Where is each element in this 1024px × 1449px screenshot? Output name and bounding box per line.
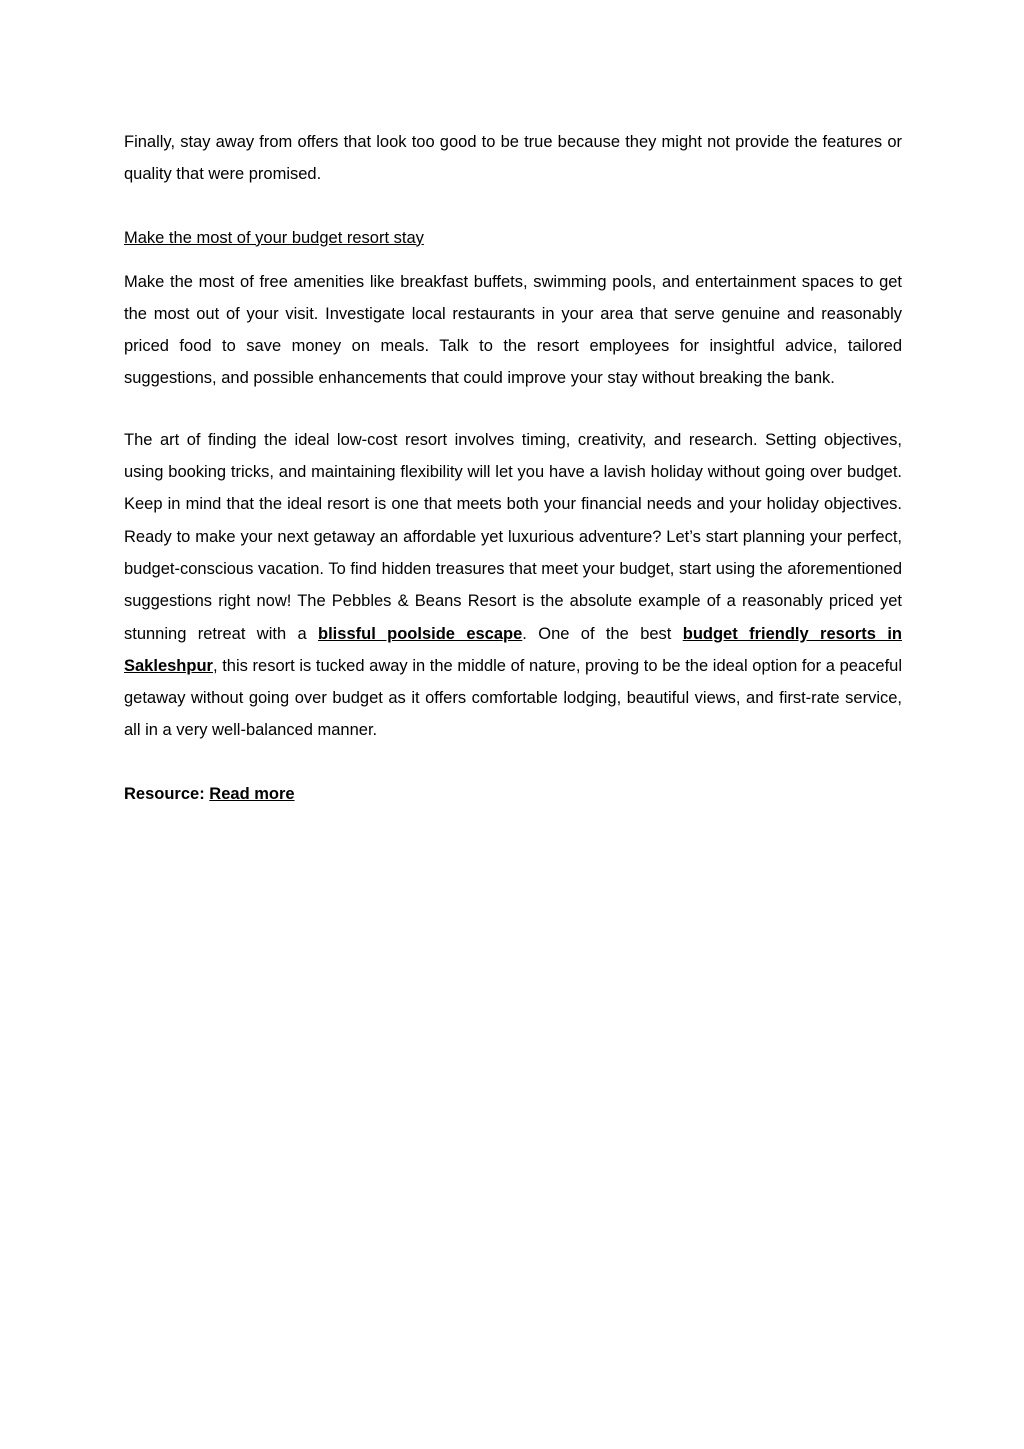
resource-label: Resource: [124,784,205,803]
conclusion-text-2: . One of the best [522,624,683,643]
section-heading: Make the most of your budget resort stay [124,228,424,247]
amenities-paragraph: Make the most of free amenities like breakfast buffets, swimming pools, and entertainment spaces to get the most out of your visit. Investigate local restaurants in your area that serve genuine and reasonably priced food to save money on meals. Talk to the resort employees for insightful advice, tailored suggestions, and possible enhancements that could improve your stay without breaking the bank. [124,272,902,388]
document-page [124,126,902,810]
conclusion-paragraph [124,424,902,747]
conclusion-text-3: , this resort is tucked away in the middle of nature, proving to be the ideal option for a peaceful getaway without going over budget as it offers comfortable lodging, beautiful views, and first-rate service, all in a very well-balanced manner. [124,656,902,740]
intro-paragraph: Finally, stay away from offers that look too good to be true because they might not provide the features or quality that were promised. [124,133,902,184]
blissful-poolside-escape-link[interactable]: blissful poolside escape [318,624,523,643]
read-more-link[interactable]: Read more [209,784,295,803]
budget-resorts-sakleshpur-link[interactable]: budget friendly resorts in Sakleshpur [124,624,902,675]
conclusion-text-1: The art of finding the ideal low-cost resort involves timing, creativity, and research. Setting objectives, using booking tricks, and maintaining flexibility will let you have a lavish holiday without going over budget. Keep in mind that the ideal resort is one that meets both your financial needs and your holiday objectives. Ready to make your next getaway an affordable yet luxurious adventure? Let’s start planning your perfect, budget-conscious vacation. To find hidden treasures that meet your budget, start using the aforementioned suggestions right now! The Pebbles & Beans Resort is the absolute example of a reasonably priced yet stunning retreat with a [124,430,902,643]
resource-line [124,778,902,810]
